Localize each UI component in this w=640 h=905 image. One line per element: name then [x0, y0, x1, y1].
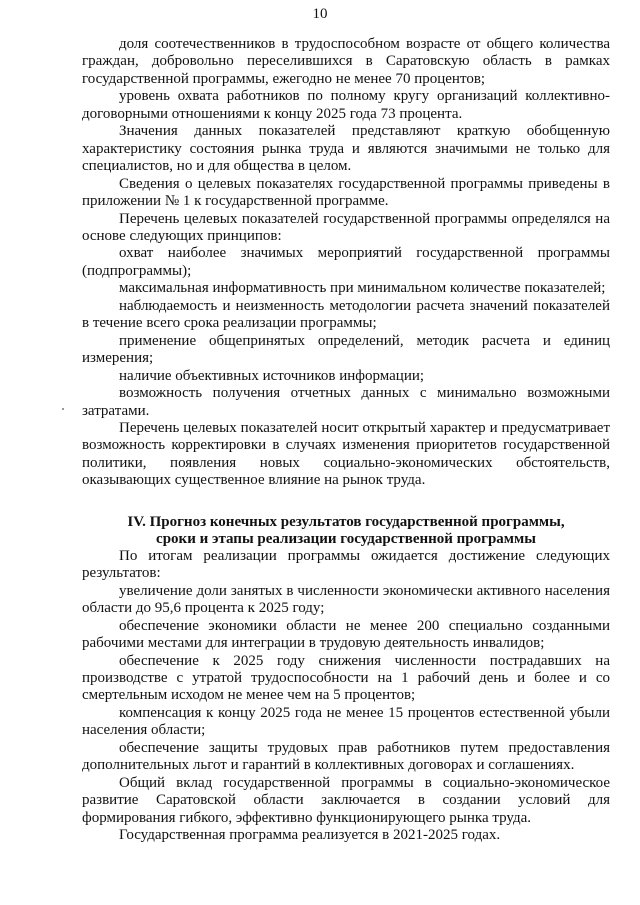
section-heading-line-1: IV. Прогноз конечных результатов государственной программы,: [127, 513, 565, 530]
paragraph: Государственная программа реализуется в 2021-2025 годах.: [119, 827, 501, 844]
scan-mark: [62, 408, 64, 410]
paragraph: применение общепринятых определений, методик расчета и единиц измерения;: [82, 332, 610, 367]
paragraph: охват наиболее значимых мероприятий государственной программы (подпрограммы);: [82, 245, 610, 279]
paragraph: Значения данных показателей представляют краткую обобщенную характеристику состояния рынка труда и являются значимыми не только для специалистов, но и для общества в целом.: [82, 123, 610, 175]
paragraph: Перечень целевых показателей носит открытый характер и предусматривает возможность корректировки в случаях изменения приоритетов государственной политики, появления новых социально-экономических обстоятельств, оказывающих существенное влияние на рынок труда.: [82, 419, 610, 489]
paragraph: возможность получения отчетных данных с минимально возможными затратами.: [82, 385, 610, 419]
paragraph: Сведения о целевых показателях государственной программы приведены в приложении № 1 к государственной программе.: [82, 175, 610, 210]
paragraph: Перечень целевых показателей государственной программы определялся на основе следующих принципов:: [82, 210, 610, 244]
paragraph: По итогам реализации программы ожидается достижение следующих результатов:: [82, 547, 610, 582]
paragraph: уровень охвата работников по полному кругу организаций коллективно-договорными отношениями к концу 2025 года 73 процента.: [82, 88, 610, 122]
section-heading: [82, 514, 610, 548]
paragraph: компенсация к концу 2025 года не менее 15 процентов естественной убыли населения области;: [82, 704, 610, 739]
page-content: [82, 36, 610, 844]
paragraph: доля соотечественников в трудоспособном возрасте от общего количества граждан, добровольно переселившихся в Саратовскую область в рамках государственной программы, ежегодно не менее 70 процентов;: [82, 36, 610, 87]
paragraph: обеспечение к 2025 году снижения численности пострадавших на производстве с утратой трудоспособности на 1 рабочий день и более и со смертельным исходом не менее чем на 5 процентов;: [82, 652, 610, 704]
paragraph: обеспечение защиты трудовых прав работников путем предоставления дополнительных льгот и гарантий в коллективных договорах и соглашениях.: [82, 739, 610, 774]
section-heading-line-2: сроки и этапы реализации государственной программы: [156, 530, 536, 547]
paragraph: наличие объективных источников информации;: [119, 367, 425, 384]
paragraph: обеспечение экономики области не менее 200 специально созданными рабочими местами для интеграции в трудовую деятельность инвалидов;: [82, 617, 610, 652]
paragraph: наблюдаемость и неизменность методологии расчета значений показателей в течение всего срока реализации программы;: [82, 297, 610, 332]
page-number: 10: [312, 6, 328, 22]
paragraph: максимальная информативность при минимальном количестве показателей;: [119, 280, 606, 297]
paragraph: увеличение доли занятых в численности экономически активного населения области до 95,6 процента к 2025 году;: [82, 582, 610, 617]
paragraph: Общий вклад государственной программы в социально-экономическое развитие Саратовской области заключается в создании условий для формирования гибкого, эффективно функционирующего рынка труда.: [82, 774, 610, 826]
